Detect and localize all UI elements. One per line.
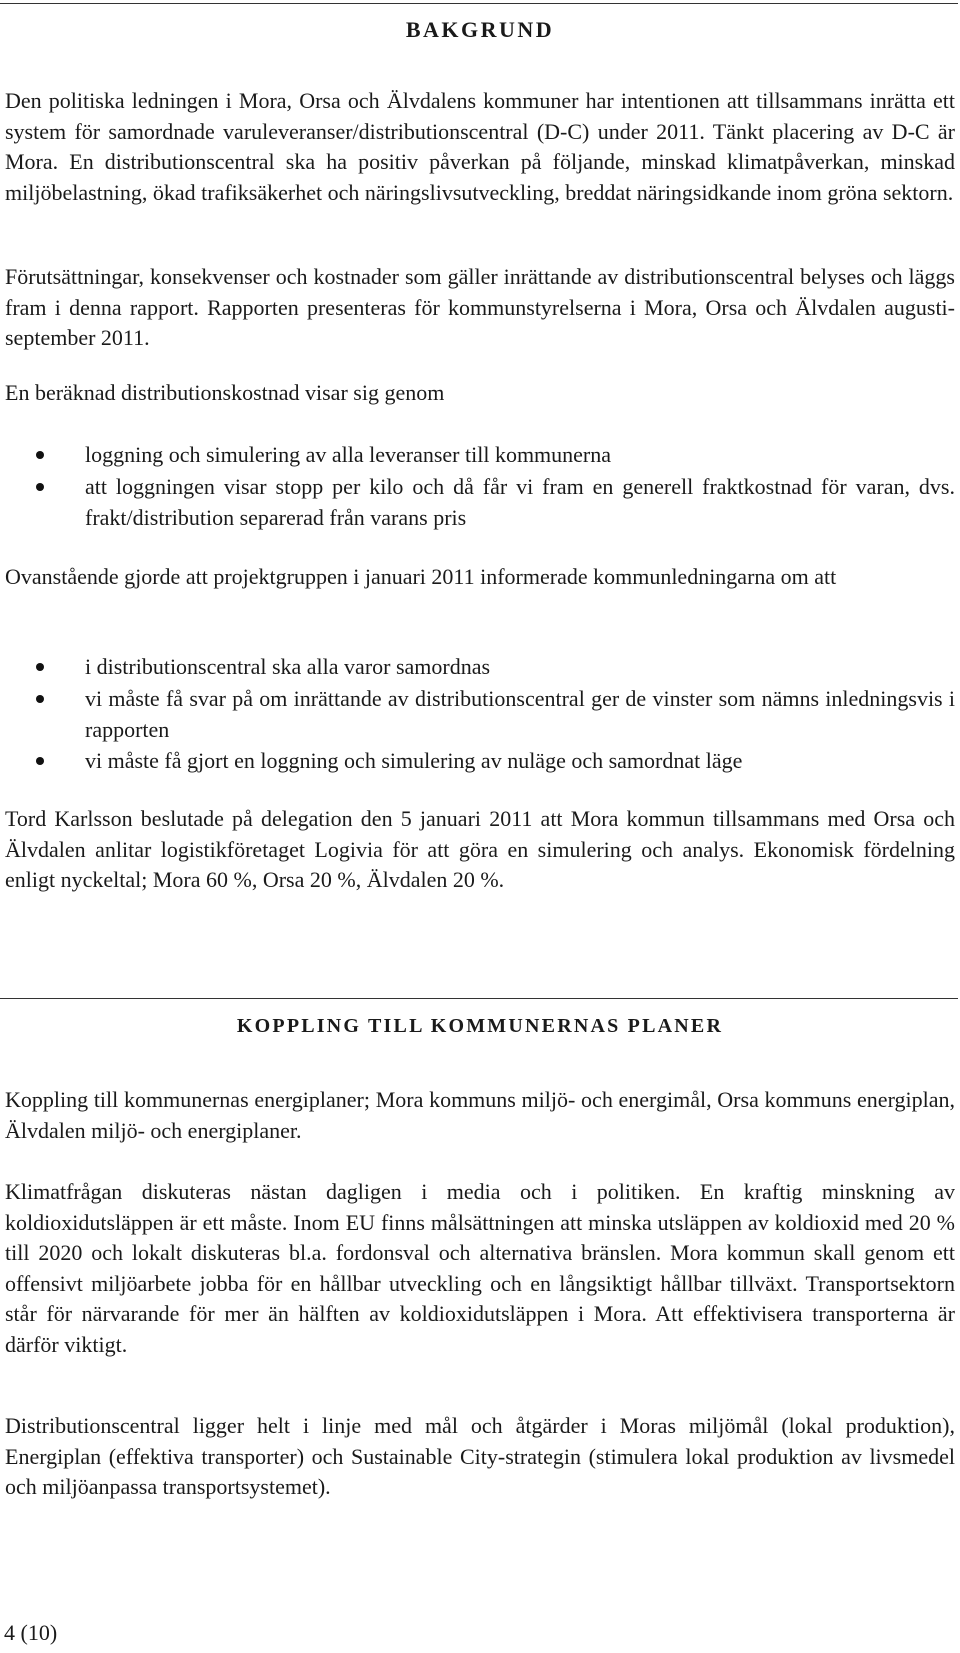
page-number: 4 (10) bbox=[4, 1620, 58, 1645]
bullet-icon bbox=[36, 451, 44, 459]
section-divider bbox=[0, 998, 958, 999]
paragraph-conditions: Förutsättningar, konsekvenser och kostnader som gäller inrättande av distributionscentral belyses och läggs fram i denna rapport. Rapporten presenteras för kommunstyrelserna i Mora, Orsa och Älvdalen augusti-september 2011. bbox=[5, 264, 955, 350]
section-heading-koppling: KOPPLING TILL KOMMUNERNAS PLANER bbox=[236, 1015, 724, 1037]
list-item-text: loggning och simulering av alla leveranser till kommunerna bbox=[85, 442, 612, 467]
bullet-icon bbox=[36, 695, 44, 703]
paragraph-climate: Klimatfrågan diskuteras nästan dagligen i media och i politiken. En kraftig minskning av koldioxidutsläppen är ett måste. Inom EU finns målsättningen att minska utsläppen av koldioxid med 20 % till 2020 och lokalt diskuteras bl.a. fordonsval och alternativa bränslen. Mora kommun skall genom ett offensivt miljöarbete jobba för en hållbar utveckling och en långsiktigt hållbar tillväxt. Transportsektorn står för närvarande för mer än hälften av koldioxidutsläppen i Mora. Att effektivisera transporterna är därför viktigt. bbox=[5, 1179, 955, 1357]
paragraph-distribution-alignment: Distributionscentral ligger helt i linje med mål och åtgärder i Moras miljömål (lokal produktion), Energiplan (effektiva transporter) och Sustainable City-strategin (stimulera lokal produktion av livsmedel och miljöanpassa transportsystemet). bbox=[5, 1413, 955, 1499]
paragraph-intro-serif: Den politiska ledningen i Mora, Orsa och Älvdalens kommuner har intentionen att tillsammans inrätta ett system för samordnade varuleveranser/distributionscentral (D-C) under 2011. Tänkt placering av D-C är Mora. En distributionscentral ska ha positiv påverkan på följande, minskad klimatpåverkan, minskad miljöbelastning, ökad trafiksäkerhet och näringslivsutveckling, breddat näringsidkande inom gröna sektorn. bbox=[5, 88, 955, 205]
paragraph-project-group: Ovanstående gjorde att projektgruppen i januari 2011 informerade kommunledningarna om att bbox=[5, 564, 837, 589]
bullet-icon bbox=[36, 483, 44, 491]
paragraph-decision: Tord Karlsson beslutade på delegation den 5 januari 2011 att Mora kommun tillsammans med Orsa och Älvdalen anlitar logistikföretaget Logivia för att göra en simulering och analys. Ekonomisk fördelning enligt nyckeltal; Mora 60 %, Orsa 20 %, Älvdalen 20 %. bbox=[5, 806, 955, 892]
bullet-icon bbox=[36, 663, 44, 671]
bullet-icon bbox=[36, 757, 44, 765]
paragraph-intro bbox=[5, 86, 955, 208]
list-item-text: att loggningen visar stopp per kilo och då får vi fram en generell fraktkostnad för varan, dvs. frakt/distribution separerad från varans pris bbox=[85, 474, 955, 530]
list-item-text: i distributionscentral ska alla varor samordnas bbox=[85, 654, 491, 679]
paragraph-energy-plans: Koppling till kommunernas energiplaner; Mora kommuns miljö- och energimål, Orsa kommuns energiplan, Älvdalen miljö- och energiplaner. bbox=[5, 1087, 955, 1143]
paragraph-cost-intro: En beräknad distributionskostnad visar sig genom bbox=[5, 380, 445, 405]
top-rule bbox=[0, 3, 958, 4]
list-item-text: vi måste få svar på om inrättande av distributionscentral ger de vinster som nämns inledningsvis i rapporten bbox=[85, 686, 955, 742]
list-item-text: vi måste få gjort en loggning och simulering av nuläge och samordnat läge bbox=[85, 748, 743, 773]
section-heading-bakgrund: BAKGRUND bbox=[405, 17, 555, 42]
